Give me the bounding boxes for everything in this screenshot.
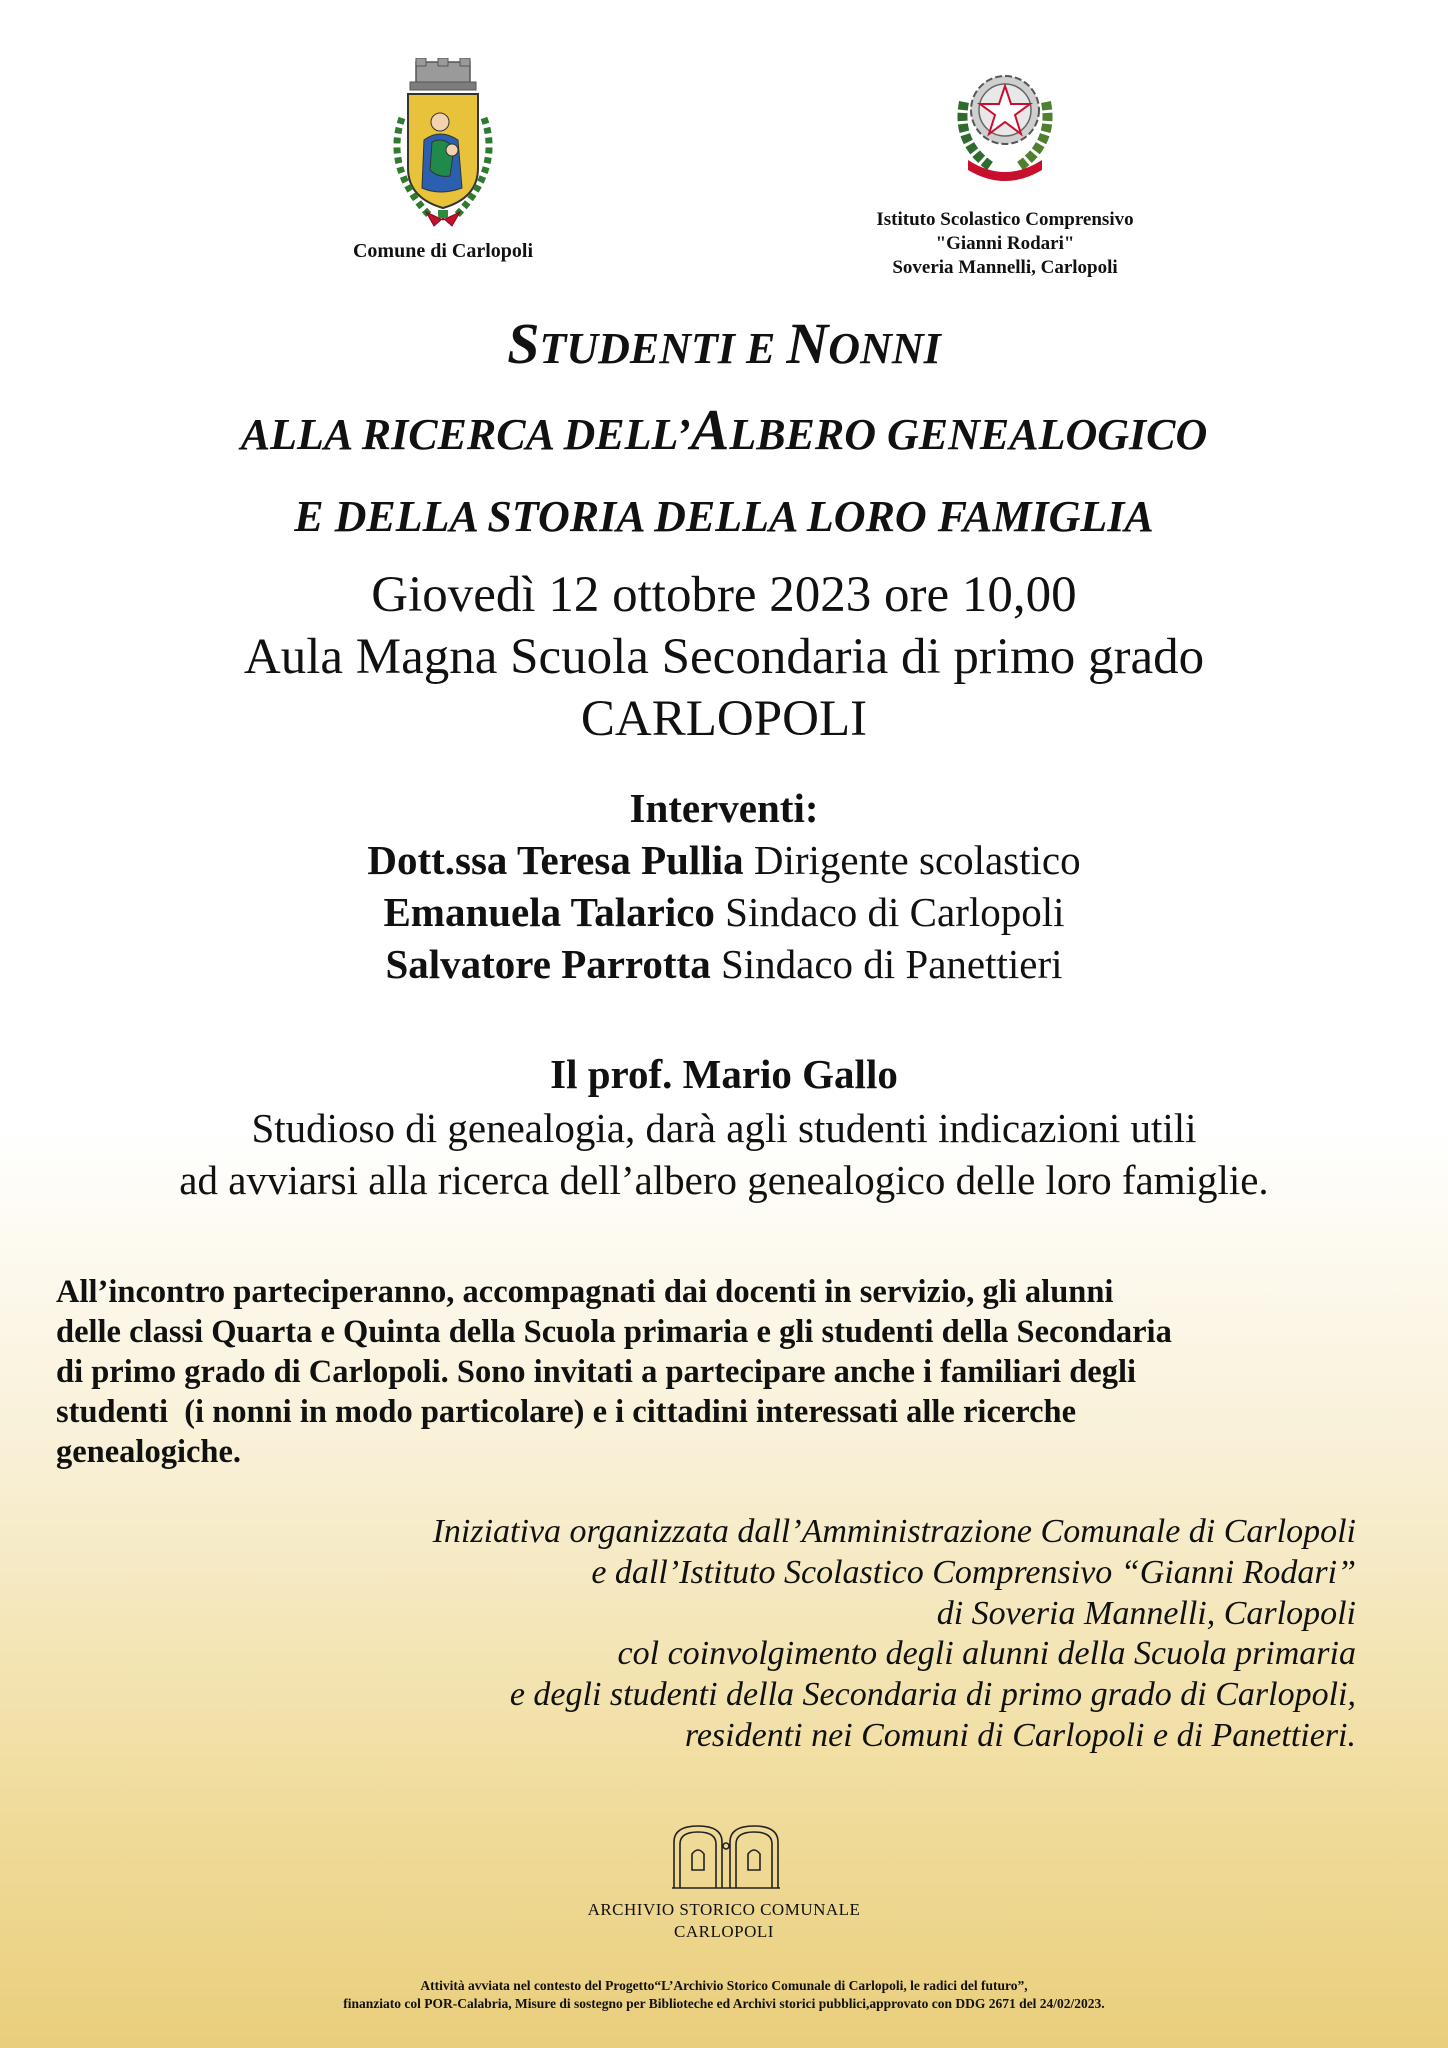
archive-name-line-1: ARCHIVIO STORICO COMUNALE bbox=[587, 1900, 861, 1919]
participation-line: All’incontro parteciperanno, accompagnati dai docenti in servizio, gli alunni bbox=[56, 1274, 1114, 1310]
speaker-name: Emanuela Talarico bbox=[383, 889, 715, 935]
speaker-name: Salvatore Parrotta bbox=[385, 941, 711, 987]
professor-desc-line-1: Studioso di genealogia, darà agli studenti indicazioni utili bbox=[251, 1105, 1197, 1151]
comune-coat-of-arms-icon bbox=[380, 58, 506, 228]
footer-line-2: finanziato col POR-Calabria, Misure di sostegno per Biblioteche ed Archivi storici pubblici,approvato con DDG 2671 del 24/02/2023. bbox=[343, 1996, 1105, 2011]
credit-line: di Soveria Mannelli, Carlopoli bbox=[936, 1595, 1356, 1632]
credit-line: Iniziativa organizzata dall’Amministrazione Comunale di Carlopoli bbox=[432, 1513, 1356, 1550]
event-date-time: Giovedì 12 ottobre 2023 ore 10,00 bbox=[371, 567, 1077, 623]
credit-line: residenti nei Comuni di Carlopoli e di Panettieri. bbox=[684, 1717, 1356, 1754]
speaker-line bbox=[0, 886, 1448, 938]
title-1c: N bbox=[786, 311, 829, 376]
comune-name: Comune di Carlopoli bbox=[352, 240, 534, 262]
participation-line: delle classi Quarta e Quinta della Scuola primaria e gli studenti della Secondaria bbox=[56, 1314, 1172, 1350]
speaker-role: Sindaco di Panettieri bbox=[710, 941, 1063, 987]
title-line-1 bbox=[0, 312, 1448, 381]
school-line-3: Soveria Mannelli, Carlopoli bbox=[892, 257, 1118, 278]
interventi-heading: Interventi: bbox=[629, 785, 819, 831]
school-line-1: Istituto Scolastico Comprensivo bbox=[876, 209, 1134, 230]
title-1a: S bbox=[507, 311, 540, 376]
event-city: CARLOPOLI bbox=[580, 691, 868, 747]
credit-line: col coinvolgimento degli alunni della Scuola primaria bbox=[617, 1635, 1356, 1672]
school-line-2: "Gianni Rodari" bbox=[935, 233, 1075, 254]
credit-line: e dall’Istituto Scolastico Comprensivo “Gianni Rodari” bbox=[591, 1554, 1356, 1591]
title-1b: TUDENTI E bbox=[539, 324, 787, 373]
professor-desc-line-2: ad avviarsi alla ricerca dell’albero genealogico delle loro famiglie. bbox=[179, 1157, 1269, 1203]
participation-paragraph bbox=[56, 1272, 1396, 1472]
speaker-line bbox=[0, 834, 1448, 886]
title-1d: ONNI bbox=[828, 324, 941, 373]
professor-name: Il prof. Mario Gallo bbox=[550, 1051, 898, 1097]
speaker-role: Dirigente scolastico bbox=[743, 837, 1081, 883]
participation-line: di primo grado di Carlopoli. Sono invitati a partecipare anche i familiari degli bbox=[56, 1354, 1137, 1390]
participation-line: studenti (i nonni in modo particolare) e i cittadini interessati alle ricerche bbox=[56, 1394, 1077, 1430]
archive-logo-icon bbox=[672, 1824, 780, 1890]
event-venue: Aula Magna Scuola Secondaria di primo grado bbox=[243, 629, 1205, 685]
republic-emblem-icon bbox=[950, 62, 1060, 184]
title-line-2 bbox=[0, 398, 1448, 467]
archive-name-line-2: CARLOPOLI bbox=[674, 1922, 774, 1941]
title-2c: LBERO GENEALOGICO bbox=[729, 410, 1208, 459]
participation-line: genealogiche. bbox=[56, 1434, 242, 1470]
speaker-name: Dott.ssa Teresa Pullia bbox=[367, 837, 744, 883]
school-name-block bbox=[820, 208, 1190, 280]
title-3: E DELLA STORIA DELLA LORO FAMIGLIA bbox=[294, 492, 1154, 541]
title-2b: A bbox=[690, 397, 730, 462]
title-2a: ALLA RICERCA DELL’ bbox=[240, 410, 691, 459]
credit-line: e degli studenti della Secondaria di primo grado di Carlopoli, bbox=[509, 1676, 1356, 1713]
title-line-3 bbox=[0, 480, 1448, 549]
speaker-role: Sindaco di Carlopoli bbox=[714, 889, 1065, 935]
footer-line-1: Attività avviata nel contesto del Progetto“L’Archivio Storico Comunale di Carlopoli, le radici del futuro”, bbox=[420, 1978, 1028, 1993]
speaker-line bbox=[0, 938, 1448, 990]
